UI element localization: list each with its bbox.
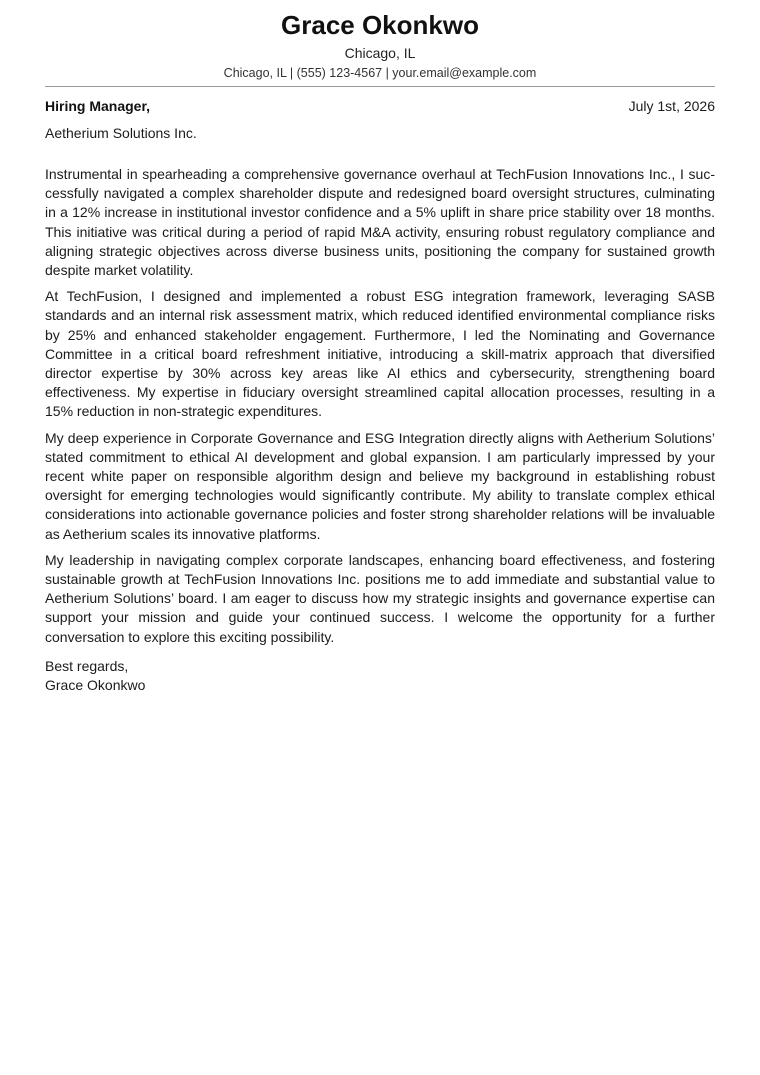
letter-date: July 1st, 2026 — [628, 98, 715, 114]
body-paragraph: My deep experience in Corporate Governance and ESG Integration directly aligns with Aetherium Solutions’ stated commitment to ethical AI development and global expansion. I am particularly impressed by your recent white paper on responsible algorithm design and believe my background in establishing robust oversight for emerging technologies would significantly contribute. My ability to translate complex ethical considerations into actionable governance policies and foster strong shareholder relations will be invaluable as Aetherium scales its innovative platforms. — [45, 429, 715, 542]
contact-line: Chicago, IL | (555) 123-4567 | your.email@example.com — [223, 66, 537, 80]
body-paragraph: At TechFusion, I designed and implemented a robust ESG integration framework, leveraging SASB standards and an internal risk assessment matrix, which reduced identified environmental compliance risks by 25% and enhanced stakeholder engagement. Furthermore, I led the Nominating and Governance Committee in a critical board refreshment initiative, introducing a skill-matrix approach that diversified director expertise by 30% across key areas like AI ethics and cybersecurity, strengthening board effectiveness. My expertise in fiduciary oversight streamlined capital allocation processes, resulting in a 15% reduction in non-strategic expenditures. — [45, 288, 715, 420]
body-paragraph: My leadership in navigating complex corporate landscapes, enhancing board effectiveness, and fostering sustainable growth at TechFusion Innovations Inc. positions me to add immediate and substantial value to Aetherium Solutions’ board. I am eager to discuss how my strategic insights and governance expertise can support your mission and guide your continued success. I welcome the opportunity for a further conversation to explore this exciting possibility. — [45, 551, 715, 645]
header-divider — [45, 86, 715, 87]
signature-name: Grace Okonkwo — [45, 677, 146, 694]
body-paragraph: Instrumental in spearheading a comprehensive governance overhaul at TechFusion Innovations Inc., I successfully navigated a complex shareholder dispute and redesigned board oversight structures, culminating in a 12% increase in institutional investor confidence and a 5% uplift in share price stability over 18 months. This initiative was critical during a period of rapid M&A activity, ensuring robust regulatory compliance and aligning strategic objectives across diverse business units, positioning the company for sustained growth despite market volatility. — [45, 166, 715, 279]
recipient-name: Hiring Manager, — [45, 98, 151, 114]
applicant-name: Grace Okonkwo — [281, 10, 479, 40]
recipient-date-row — [45, 97, 715, 116]
letter-body — [45, 165, 715, 647]
recipient-company: Aetherium Solutions Inc. — [45, 125, 197, 141]
closing-salutation: Best regards, — [45, 657, 129, 674]
applicant-location: Chicago, IL — [344, 45, 416, 61]
closing-block — [45, 657, 715, 695]
